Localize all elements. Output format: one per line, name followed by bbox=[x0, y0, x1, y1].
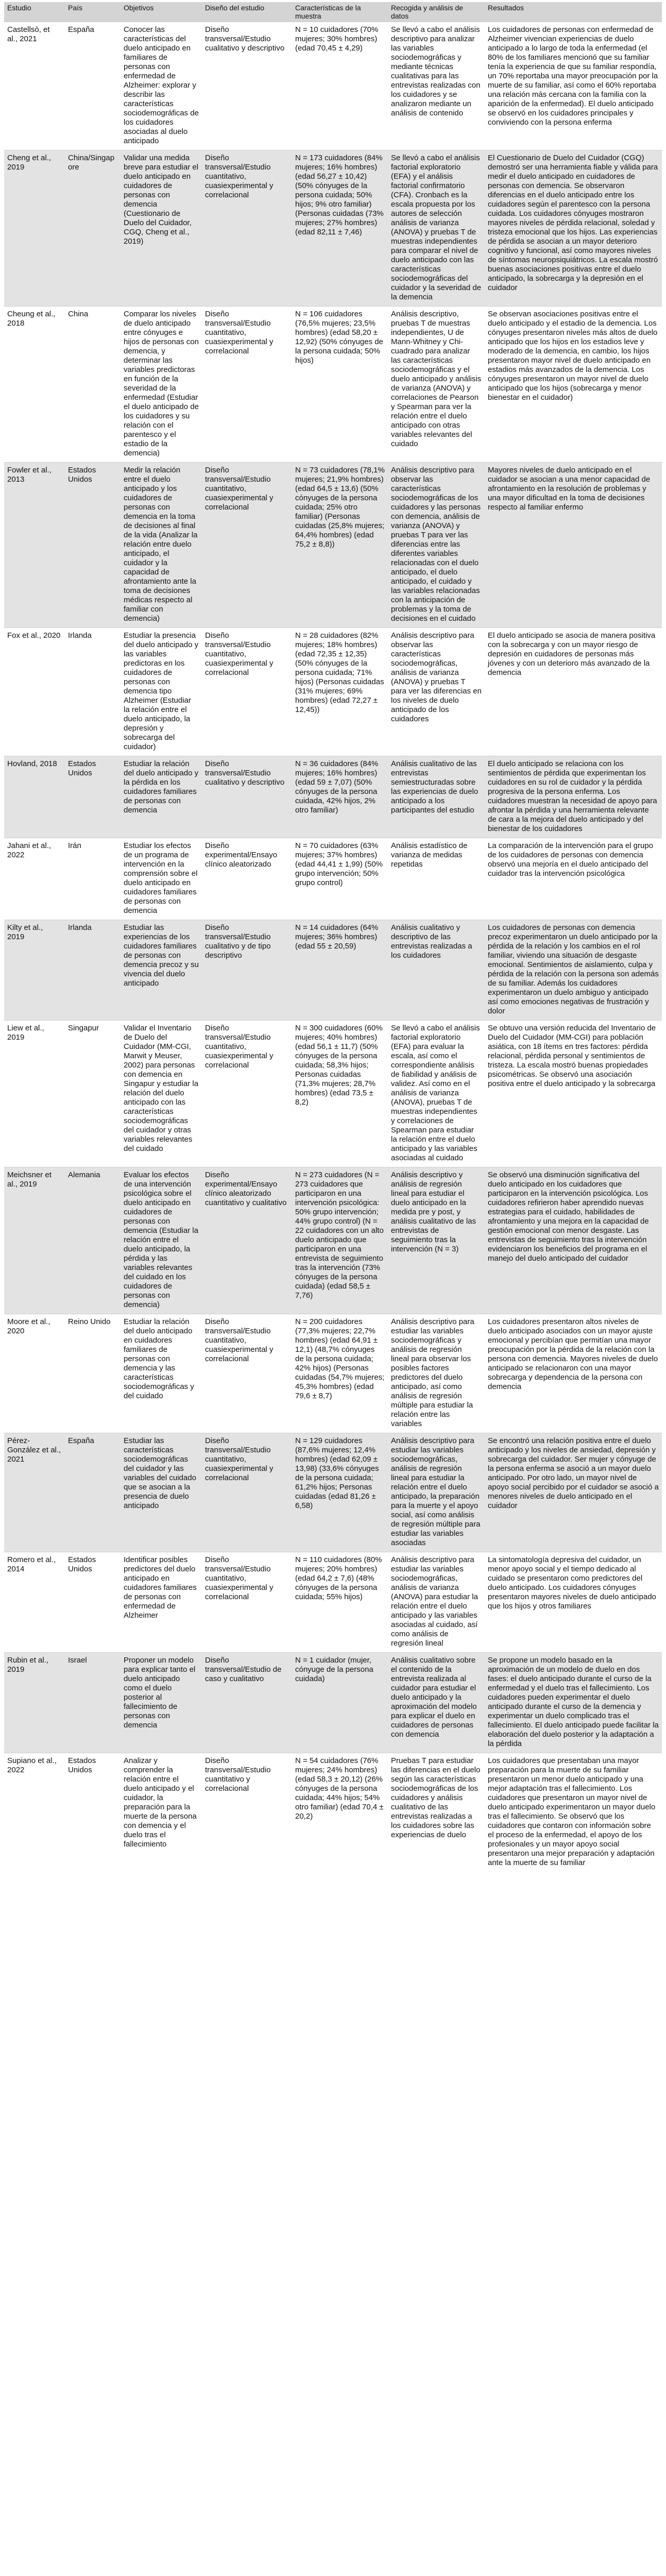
cell-recogida: Análisis descriptivo para observar las características sociodemográficas, análisis de varianza (ANOVA) y pruebas T para ver las diferencias en los niveles de duelo anticipado de los cuidadores bbox=[388, 628, 485, 756]
cell-estudio: Supiano et al., 2022 bbox=[4, 1753, 65, 1872]
cell-diseno: Diseño transversal/Estudio cuantitativo y correlacional bbox=[202, 1753, 292, 1872]
cell-estudio: Fox et al., 2020 bbox=[4, 628, 65, 756]
cell-recogida: Pruebas T para estudiar las diferencias en el duelo según las características sociodemográficas de los cuidadores y análisis cualitativo de las entrevistas realizadas a los cuidadores sobre las experiencias de duelo bbox=[388, 1753, 485, 1872]
table-row bbox=[4, 1167, 662, 1314]
cell-estudio: Romero et al., 2014 bbox=[4, 1552, 65, 1653]
table-row bbox=[4, 1753, 662, 1872]
cell-recogida: Análisis descriptivo para estudiar las variables sociodemográficas, análisis de regresión lineal para estudiar la relación entre el duelo anticipado, la preparación para la muerte y el apoyo social, así como análisis de regresión múltiple para estudiar las variables asociadas bbox=[388, 1433, 485, 1552]
cell-estudio: Fowler et al., 2013 bbox=[4, 463, 65, 628]
header-muestra: Características de la muestra bbox=[292, 2, 388, 22]
table-row bbox=[4, 1552, 662, 1653]
cell-objetivos: Validar una medida breve para estudiar el duelo anticipado en cuidadores de personas con demencia (Cuestionario de Duelo del Cuidador, CGQ, Cheng et al., 2019) bbox=[121, 150, 202, 307]
cell-pais: Estados Unidos bbox=[65, 1753, 121, 1872]
cell-diseno: Diseño transversal/Estudio cualitativo y descriptivo bbox=[202, 756, 292, 838]
cell-muestra: N = 273 cuidadores (N = 273 cuidadores que participaron en una intervención psicológica: 50% grupo intervención; 44% grupo control) (N = 22 cuidadores con un alto duelo anticipado que participaron en una entrevista de seguimiento tras la intervención (73% cónyuges de la persona cuidada) (edad 58,5 ± 7,76) bbox=[292, 1167, 388, 1314]
cell-recogida: Análisis cualitativo y descriptivo de las entrevistas realizadas a los cuidadores bbox=[388, 920, 485, 1021]
cell-muestra: N = 28 cuidadores (82% mujeres; 18% hombres) (edad 72,35 ± 12,35) (50% cónyuges de la persona cuidada; 71% hijos) (Personas cuidadas (31% mujeres; 69% hombres) (edad 72,27 ± 12,45)) bbox=[292, 628, 388, 756]
studies-table bbox=[4, 2, 662, 1872]
cell-resultados: Se propone un modelo basado en la aproximación de un modelo de duelo en dos fases: el duelo anticipado durante el curso de la enfermedad y el duelo tras el fallecimiento. Los cuidadores pueden experimentar el duelo anticipado durante el curso de la demencia y experimentar un duelo complicado tras el fallecimiento. El duelo anticipado puede facilitar la elaboración del duelo posterior y la adaptación a la pérdida bbox=[485, 1653, 662, 1753]
table-row bbox=[4, 1433, 662, 1552]
cell-diseno: Diseño experimental/Ensayo clínico aleatorizado bbox=[202, 838, 292, 920]
cell-pais: Israel bbox=[65, 1653, 121, 1753]
cell-objetivos: Medir la relación entre el duelo anticipado y los cuidadores de personas con demencia en la toma de decisiones al final de la vida (Analizar la relación entre duelo anticipado, el cuidador y la capacidad de afrontamiento ante la toma de decisiones médicas respecto al familiar con demencia) bbox=[121, 463, 202, 628]
header-pais: País bbox=[65, 2, 121, 22]
cell-pais: Singapur bbox=[65, 1021, 121, 1167]
cell-resultados: Se encontró una relación positiva entre el duelo anticipado y los niveles de ansiedad, depresión y sobrecarga del cuidador. Ser mujer y cónyuge de la persona enferma se asoció a un mayor duelo anticipado. Por otro lado, un mayor nivel de apoyo social percibido por el cuidador se asoció a menores niveles de duelo anticipado en el cuidador bbox=[485, 1433, 662, 1552]
cell-muestra: N = 10 cuidadores (70% mujeres; 30% hombres) (edad 70,45 ± 4,29) bbox=[292, 22, 388, 150]
cell-objetivos: Estudiar la presencia del duelo anticipado y las variables predictoras en los cuidadores de personas con demencia tipo Alzheimer (Estudiar la relación entre el duelo anticipado, la depresión y sobrecarga del cuidador) bbox=[121, 628, 202, 756]
cell-diseno: Diseño transversal/Estudio cualitativo y de tipo descriptivo bbox=[202, 920, 292, 1021]
cell-objetivos: Conocer las características del duelo anticipado en familiares de personas con enfermedad de Alzheimer: explorar y describir las características sociodemográficas de los cuidadores asociadas al duelo anticipado bbox=[121, 22, 202, 150]
cell-recogida: Análisis cualitativo sobre el contenido de la entrevista realizada al cuidador para estudiar el duelo anticipado y la aproximación del modelo para explicar el duelo en cuidadores de personas con demencia bbox=[388, 1653, 485, 1753]
cell-recogida: Se llevó a cabo el análisis factorial exploratorio (EFA) y el análisis factorial confirmatorio (CFA). Cronbach es la escala propuesta por los autores de selección análisis de varianza (ANOVA) y pruebas T de muestras independientes para comparar el nivel de duelo anticipado con las características sociodemográficas del cuidador y la severidad de la demencia bbox=[388, 150, 485, 307]
cell-diseno: Diseño transversal/Estudio de caso y cualitativo bbox=[202, 1653, 292, 1753]
cell-pais: Estados Unidos bbox=[65, 756, 121, 838]
cell-recogida: Análisis descriptivo, pruebas T de muestras independientes, U de Mann-Whitney y Chi-cuadrado para analizar las características sociodemográficas y el duelo anticipado y análisis de varianza (ANOVA) y correlaciones de Pearson y Spearman para ver la relación entre el duelo anticipado con otras variables relevantes del cuidado bbox=[388, 307, 485, 463]
cell-pais: Alemania bbox=[65, 1167, 121, 1314]
cell-resultados: El duelo anticipado se relaciona con los sentimientos de pérdida que experimentan los cuidadores en su rol de cuidador y la pérdida progresiva de la persona enferma. Los cuidadores muestran la necesidad de apoyo para afrontar la pérdida y una herramienta relevante de cara a la mejora del duelo anticipado y del bienestar de los cuidadores bbox=[485, 756, 662, 838]
cell-objetivos: Estudiar las experiencias de los cuidadores familiares de personas con demencia precoz y su vivencia del duelo anticipado bbox=[121, 920, 202, 1021]
cell-diseno: Diseño transversal/Estudio cuantitativo, cuasiexperimental y correlacional bbox=[202, 1552, 292, 1653]
cell-recogida: Análisis descriptivo para estudiar las variables sociodemográficas y análisis de regresión lineal para observar los posibles factores predictores del duelo anticipado, así como análisis de regresión múltiple para estudiar la relación entre las variables bbox=[388, 1314, 485, 1433]
cell-resultados: La comparación de la intervención para el grupo de los cuidadores de personas con demencia observó una mejoría en el duelo anticipado del cuidador tras la intervención psicológica bbox=[485, 838, 662, 920]
cell-objetivos: Analizar y comprender la relación entre el duelo anticipado y el cuidador, la preparación para la muerte de la persona con demencia y el duelo tras el fallecimiento bbox=[121, 1753, 202, 1872]
cell-objetivos: Validar el Inventario de Duelo del Cuidador (MM-CGI, Marwit y Meuser, 2002) para personas con demencia en Singapur y estudiar la relación del duelo anticipado con las características sociodemográficas del cuidador y otras variables relevantes del cuidado bbox=[121, 1021, 202, 1167]
cell-resultados: Se observó una disminución significativa del duelo anticipado en los cuidadores que participaron en la intervención psicológica. Los cuidadores refirieron haber aprendido nuevas estrategias para el cuidado, habilidades de afrontamiento y una mejora en la capacidad de gestión emocional con menor desgaste. Las entrevistas de seguimiento tras la intervención evidenciaron los beneficios del programa en el manejo del duelo anticipado del cuidador bbox=[485, 1167, 662, 1314]
cell-muestra: N = 173 cuidadores (84% mujeres; 16% hombres) (edad 56,27 ± 10,42) (50% cónyuges de la persona cuidada; 50% hijos; 9% otro familiar) (Personas cuidadas (73% mujeres; 27% hombres) (edad 82,11 ± 7,46) bbox=[292, 150, 388, 307]
cell-diseno: Diseño transversal/Estudio cuantitativo, cuasiexperimental y correlacional bbox=[202, 1314, 292, 1433]
cell-pais: Estados Unidos bbox=[65, 463, 121, 628]
cell-pais: España bbox=[65, 22, 121, 150]
cell-recogida: Se llevó a cabo el análisis factorial exploratorio (EFA) para evaluar la escala, así como el correspondiente análisis de fiabilidad y análisis de validez. Así como en el análisis de varianza (ANOVA), pruebas T de muestras independientes y correlaciones de Spearman para estudiar la relación entre el duelo anticipado y las variables asociadas al cuidado bbox=[388, 1021, 485, 1167]
cell-recogida: Análisis cualitativo de las entrevistas semiestructuradas sobre las experiencias de duelo anticipado a los participantes del estudio bbox=[388, 756, 485, 838]
cell-resultados: Se obtuvo una versión reducida del Inventario de Duelo del Cuidador (MM-CGI) para población asiática, con 18 ítems en tres factores: pérdida relacional, pérdida personal y sentimientos de tristeza. La escala mostró buenas propiedades psicométricas. Se observó una asociación positiva entre el duelo anticipado y la sobrecarga bbox=[485, 1021, 662, 1167]
cell-estudio: Hovland, 2018 bbox=[4, 756, 65, 838]
cell-resultados: Los cuidadores que presentaban una mayor preparación para la muerte de su familiar presentaron un menor duelo anticipado y una mejor adaptación tras el fallecimiento. Los cuidadores que presentaron un mayor nivel de duelo anticipado experimentaron un mayor duelo tras el fallecimiento. Se observó que los cuidadores que contaron con información sobre el proceso de la enfermedad, el apoyo de los profesionales y un mayor apoyo social presentaron una mejor preparación y adaptación ante la muerte de su familiar bbox=[485, 1753, 662, 1872]
cell-pais: Estados Unidos bbox=[65, 1552, 121, 1653]
cell-estudio: Cheung et al., 2018 bbox=[4, 307, 65, 463]
cell-pais: Irlanda bbox=[65, 628, 121, 756]
cell-muestra: N = 129 cuidadores (87,6% mujeres; 12,4% hombres) (edad 62,09 ± 13,98) (33,6% cónyuges de la persona cuidada; 61,2% hijos; Personas cuidadas (edad 81,26 ± 6,58) bbox=[292, 1433, 388, 1552]
cell-pais: Irlanda bbox=[65, 920, 121, 1021]
cell-muestra: N = 70 cuidadores (63% mujeres; 37% hombres) (edad 44,41 ± 1,99) (50% grupo intervención; 50% grupo control) bbox=[292, 838, 388, 920]
table-row bbox=[4, 150, 662, 307]
table-row bbox=[4, 1021, 662, 1167]
table-row bbox=[4, 307, 662, 463]
cell-estudio: Liew et al., 2019 bbox=[4, 1021, 65, 1167]
cell-estudio: Castellsò, et al., 2021 bbox=[4, 22, 65, 150]
cell-objetivos: Comparar los niveles de duelo anticipado entre cónyuges e hijos de personas con demencia, y determinar las variables predictoras en función de la severidad de la enfermedad (Estudiar el duelo anticipado de los cuidadores y su relación con el parentesco y el estadio de la demencia) bbox=[121, 307, 202, 463]
cell-diseno: Diseño transversal/Estudio cuantitativo, cuasiexperimental y correlacional bbox=[202, 150, 292, 307]
cell-recogida: Análisis descriptivo para observar las características sociodemográficas de los cuidadores y las personas con demencia, análisis de varianza (ANOVA) y pruebas T para ver las diferencias entre las diferentes variables relacionadas con el duelo anticipado, el duelo anticipado, el cuidado y las variables relacionadas con la anticipación de problemas y la toma de decisiones en el cuidado bbox=[388, 463, 485, 628]
cell-diseno: Diseño transversal/Estudio cuantitativo, cuasiexperimental y correlacional bbox=[202, 307, 292, 463]
table-row bbox=[4, 838, 662, 920]
cell-resultados: El duelo anticipado se asocia de manera positiva con la sobrecarga y con un mayor riesgo de depresión en cuidadores de personas más jóvenes y con un deterioro más avanzado de la demencia bbox=[485, 628, 662, 756]
table-body bbox=[4, 22, 662, 1872]
cell-resultados: El Cuestionario de Duelo del Cuidador (CGQ) demostró ser una herramienta fiable y válida para medir el duelo anticipado en cuidadores de personas con demencia. Se observaron diferencias en el duelo anticipado entre los cuidadores según el parentesco con la persona cuidada. Los cuidadores cónyuges mostraron mayores niveles de pérdida relacional, soledad y tristeza emocional que los hijos. Las experiencias de pérdida se asocian a un mayor deterioro cognitivo y funcional, así como mayores niveles de síntomas neuropsiquiátricos. La escala mostró buenas asociaciones positivas entre el duelo anticipado, la sobrecarga y la depresión en el cuidador bbox=[485, 150, 662, 307]
table-row bbox=[4, 1314, 662, 1433]
table-row bbox=[4, 628, 662, 756]
cell-estudio: Pérez-González et al., 2021 bbox=[4, 1433, 65, 1552]
cell-diseno: Diseño transversal/Estudio cuantitativo, cuasiexperimental y correlacional bbox=[202, 1021, 292, 1167]
table-row bbox=[4, 22, 662, 150]
header-estudio: Estudio bbox=[4, 2, 65, 22]
cell-muestra: N = 73 cuidadores (78,1% mujeres; 21,9% hombres) (edad 64,5 ± 13,6) (50% cónyuges de la persona cuidada; 25% otro familiar) (Personas cuidadas (25,8% mujeres; 64,4% hombres) (edad 75,2 ± 8,8)) bbox=[292, 463, 388, 628]
cell-muestra: N = 14 cuidadores (64% mujeres; 36% hombres) (edad 55 ± 20,59) bbox=[292, 920, 388, 1021]
cell-estudio: Rubin et al., 2019 bbox=[4, 1653, 65, 1753]
cell-resultados: Los cuidadores presentaron altos niveles de duelo anticipado asociados con un mayor ajuste emocional y percibían que permitían una mayor preocupación por la pérdida de la relación con la persona con demencia. Mayores niveles de duelo anticipado se relacionaron con una mayor sobrecarga y dependencia de la persona con demencia bbox=[485, 1314, 662, 1433]
cell-objetivos: Proponer un modelo para explicar tanto el duelo anticipado como el duelo posterior al fallecimiento de personas con demencia bbox=[121, 1653, 202, 1753]
cell-muestra: N = 36 cuidadores (84% mujeres; 16% hombres) (edad 59 ± 7,07) (50% cónyuges de la persona cuidada, 42% hijos, 2% otro familiar) bbox=[292, 756, 388, 838]
cell-resultados: Se observan asociaciones positivas entre el duelo anticipado y el estadio de la demencia. Los cónyuges presentaron niveles más altos de duelo anticipado que los hijos en los estadios leve y moderado de la demencia, en cambio, los hijos presentaron mayor nivel de duelo anticipado en estadios más avanzados de la demencia. Los cónyuges presentaron un mayor nivel de duelo anticipado que los hijos (sobrecarga y menor bienestar en el cuidador) bbox=[485, 307, 662, 463]
cell-objetivos: Estudiar la relación del duelo anticipado en cuidadores familiares de personas con demencia y las características sociodemográficas y del cuidado bbox=[121, 1314, 202, 1433]
cell-muestra: N = 200 cuidadores (77,3% mujeres; 22,7% hombres) (edad 64,91 ± 12,1) (48,7% cónyuges de la persona cuidada; 42% hijos) (Personas cuidadas (54,7% mujeres; 45,3% hombres) (edad 79,6 ± 8,7) bbox=[292, 1314, 388, 1433]
cell-recogida: Se llevó a cabo el análisis descriptivo para analizar las variables sociodemográficas y mediante técnicas cualitativas para las entrevistas realizadas con los cuidadores y se analizaron mediante un análisis de contenido bbox=[388, 22, 485, 150]
cell-objetivos: Estudiar las características sociodemográficas del cuidador y las variables del cuidado que se asocian a la presencia de duelo anticipado bbox=[121, 1433, 202, 1552]
cell-resultados: Mayores niveles de duelo anticipado en el cuidador se asocian a una menor capacidad de afrontamiento en la resolución de problemas y una mayor dificultad en la toma de decisiones respecto al familiar enfermo bbox=[485, 463, 662, 628]
cell-pais: España bbox=[65, 1433, 121, 1552]
cell-resultados: La sintomatología depresiva del cuidador, un menor apoyo social y el tiempo dedicado al cuidado se presentaron como predictores del duelo anticipado. Los cuidadores cónyuges presentaron mayores niveles de duelo anticipado que los hijos y otros familiares bbox=[485, 1552, 662, 1653]
cell-pais: Reino Unido bbox=[65, 1314, 121, 1433]
cell-muestra: N = 110 cuidadores (80% mujeres; 20% hombres) (edad 64,2 ± 7,6) (48% cónyuges de la persona cuidada; 55% hijos) bbox=[292, 1552, 388, 1653]
cell-resultados: Los cuidadores de personas con demencia precoz experimentaron un duelo anticipado por la pérdida de la relación y los cambios en el rol familiar, viviendo una situación de desgaste emocional. Sentimientos de aislamiento, culpa y pérdida de la relación con la persona son además de su familiar. Además los cuidadores experimentaron un duelo ambiguo y anticipado así como emociones negativas de frustración y dolor bbox=[485, 920, 662, 1021]
cell-muestra: N = 106 cuidadores (76,5% mujeres; 23,5% hombres) (edad 58,20 ± 12,92) (50% cónyuges de la persona cuidada; 50% hijos) bbox=[292, 307, 388, 463]
cell-resultados: Los cuidadores de personas con enfermedad de Alzheimer vivencian experiencias de duelo anticipado a lo largo de toda la enfermedad (el 80% de los familiares mencionó que su familiar tenía la experiencia de que su familiar respondía, un 70% reportaba una mayor preocupación por la muerte de su familiar, así como el 60% reportaba una relación más cercana con la familia con la aparición de la enfermedad). El duelo anticipado se observó en los cuidadores principales y conviviendo con la persona enferma bbox=[485, 22, 662, 150]
header-objetivos: Objetivos bbox=[121, 2, 202, 22]
cell-estudio: Cheng et al., 2019 bbox=[4, 150, 65, 307]
header-recogida: Recogida y análisis de datos bbox=[388, 2, 485, 22]
cell-diseno: Diseño transversal/Estudio cuantitativo, cuasiexperimental y correlacional bbox=[202, 1433, 292, 1552]
cell-recogida: Análisis descriptivo para estudiar las variables sociodemográficas, análisis de varianza (ANOVA) para estudiar la relación entre el duelo anticipado y las variables asociadas al cuidado, así como análisis de regresión lineal bbox=[388, 1552, 485, 1653]
cell-diseno: Diseño transversal/Estudio cuantitativo, cuasiexperimental y correlacional bbox=[202, 628, 292, 756]
table-header-row bbox=[4, 2, 662, 22]
cell-estudio: Kilty et al., 2019 bbox=[4, 920, 65, 1021]
cell-diseno: Diseño transversal/Estudio cuantitativo, cuasiexperimental y correlacional bbox=[202, 463, 292, 628]
cell-objetivos: Estudiar la relación del duelo anticipado y la pérdida en los cuidadores familiares de personas con demencia bbox=[121, 756, 202, 838]
table-row bbox=[4, 1653, 662, 1753]
table-row bbox=[4, 756, 662, 838]
cell-recogida: Análisis descriptivo y análisis de regresión lineal para estudiar el duelo anticipado en la medida pre y post, y análisis cualitativo de las entrevistas de seguimiento tras la intervención (N = 3) bbox=[388, 1167, 485, 1314]
cell-muestra: N = 300 cuidadores (60% mujeres; 40% hombres) (edad 56,1 ± 11,7) (50% cónyuges de la persona cuidada; 58,3% hijos; Personas cuidadas (71,3% mujeres; 28,7% hombres) (edad 73,5 ± 8,2) bbox=[292, 1021, 388, 1167]
header-resultados: Resultados bbox=[485, 2, 662, 22]
cell-pais: China bbox=[65, 307, 121, 463]
cell-estudio: Moore et al., 2020 bbox=[4, 1314, 65, 1433]
cell-muestra: N = 54 cuidadores (76% mujeres; 24% hombres) (edad 58,3 ± 20,12) (26% cónyuges de la persona cuidada; 44% hijos; 54% otro familiar) (edad 70,4 ± 20,2) bbox=[292, 1753, 388, 1872]
cell-pais: Irán bbox=[65, 838, 121, 920]
cell-estudio: Jahani et al., 2022 bbox=[4, 838, 65, 920]
cell-objetivos: Evaluar los efectos de una intervención psicológica sobre el duelo anticipado en cuidadores de personas con demencia (Estudiar la relación entre el duelo anticipado, la pérdida y las variables relevantes del cuidado en los cuidadores de personas con demencia) bbox=[121, 1167, 202, 1314]
cell-muestra: N = 1 cuidador (mujer, cónyuge de la persona cuidada) bbox=[292, 1653, 388, 1753]
cell-pais: China/Singapore bbox=[65, 150, 121, 307]
cell-recogida: Análisis estadístico de varianza de medidas repetidas bbox=[388, 838, 485, 920]
table-row bbox=[4, 463, 662, 628]
table-row bbox=[4, 920, 662, 1021]
cell-estudio: Meichsner et al., 2019 bbox=[4, 1167, 65, 1314]
cell-objetivos: Estudiar los efectos de un programa de intervención en la comprensión sobre el duelo anticipado en cuidadores familiares de personas con demencia bbox=[121, 838, 202, 920]
cell-diseno: Diseño transversal/Estudio cualitativo y descriptivo bbox=[202, 22, 292, 150]
header-diseno: Diseño del estudio bbox=[202, 2, 292, 22]
cell-objetivos: Identificar posibles predictores del duelo anticipado en cuidadores familiares de personas con enfermedad de Alzheimer bbox=[121, 1552, 202, 1653]
cell-diseno: Diseño experimental/Ensayo clínico aleatorizado cuantitativo y cualitativo bbox=[202, 1167, 292, 1314]
